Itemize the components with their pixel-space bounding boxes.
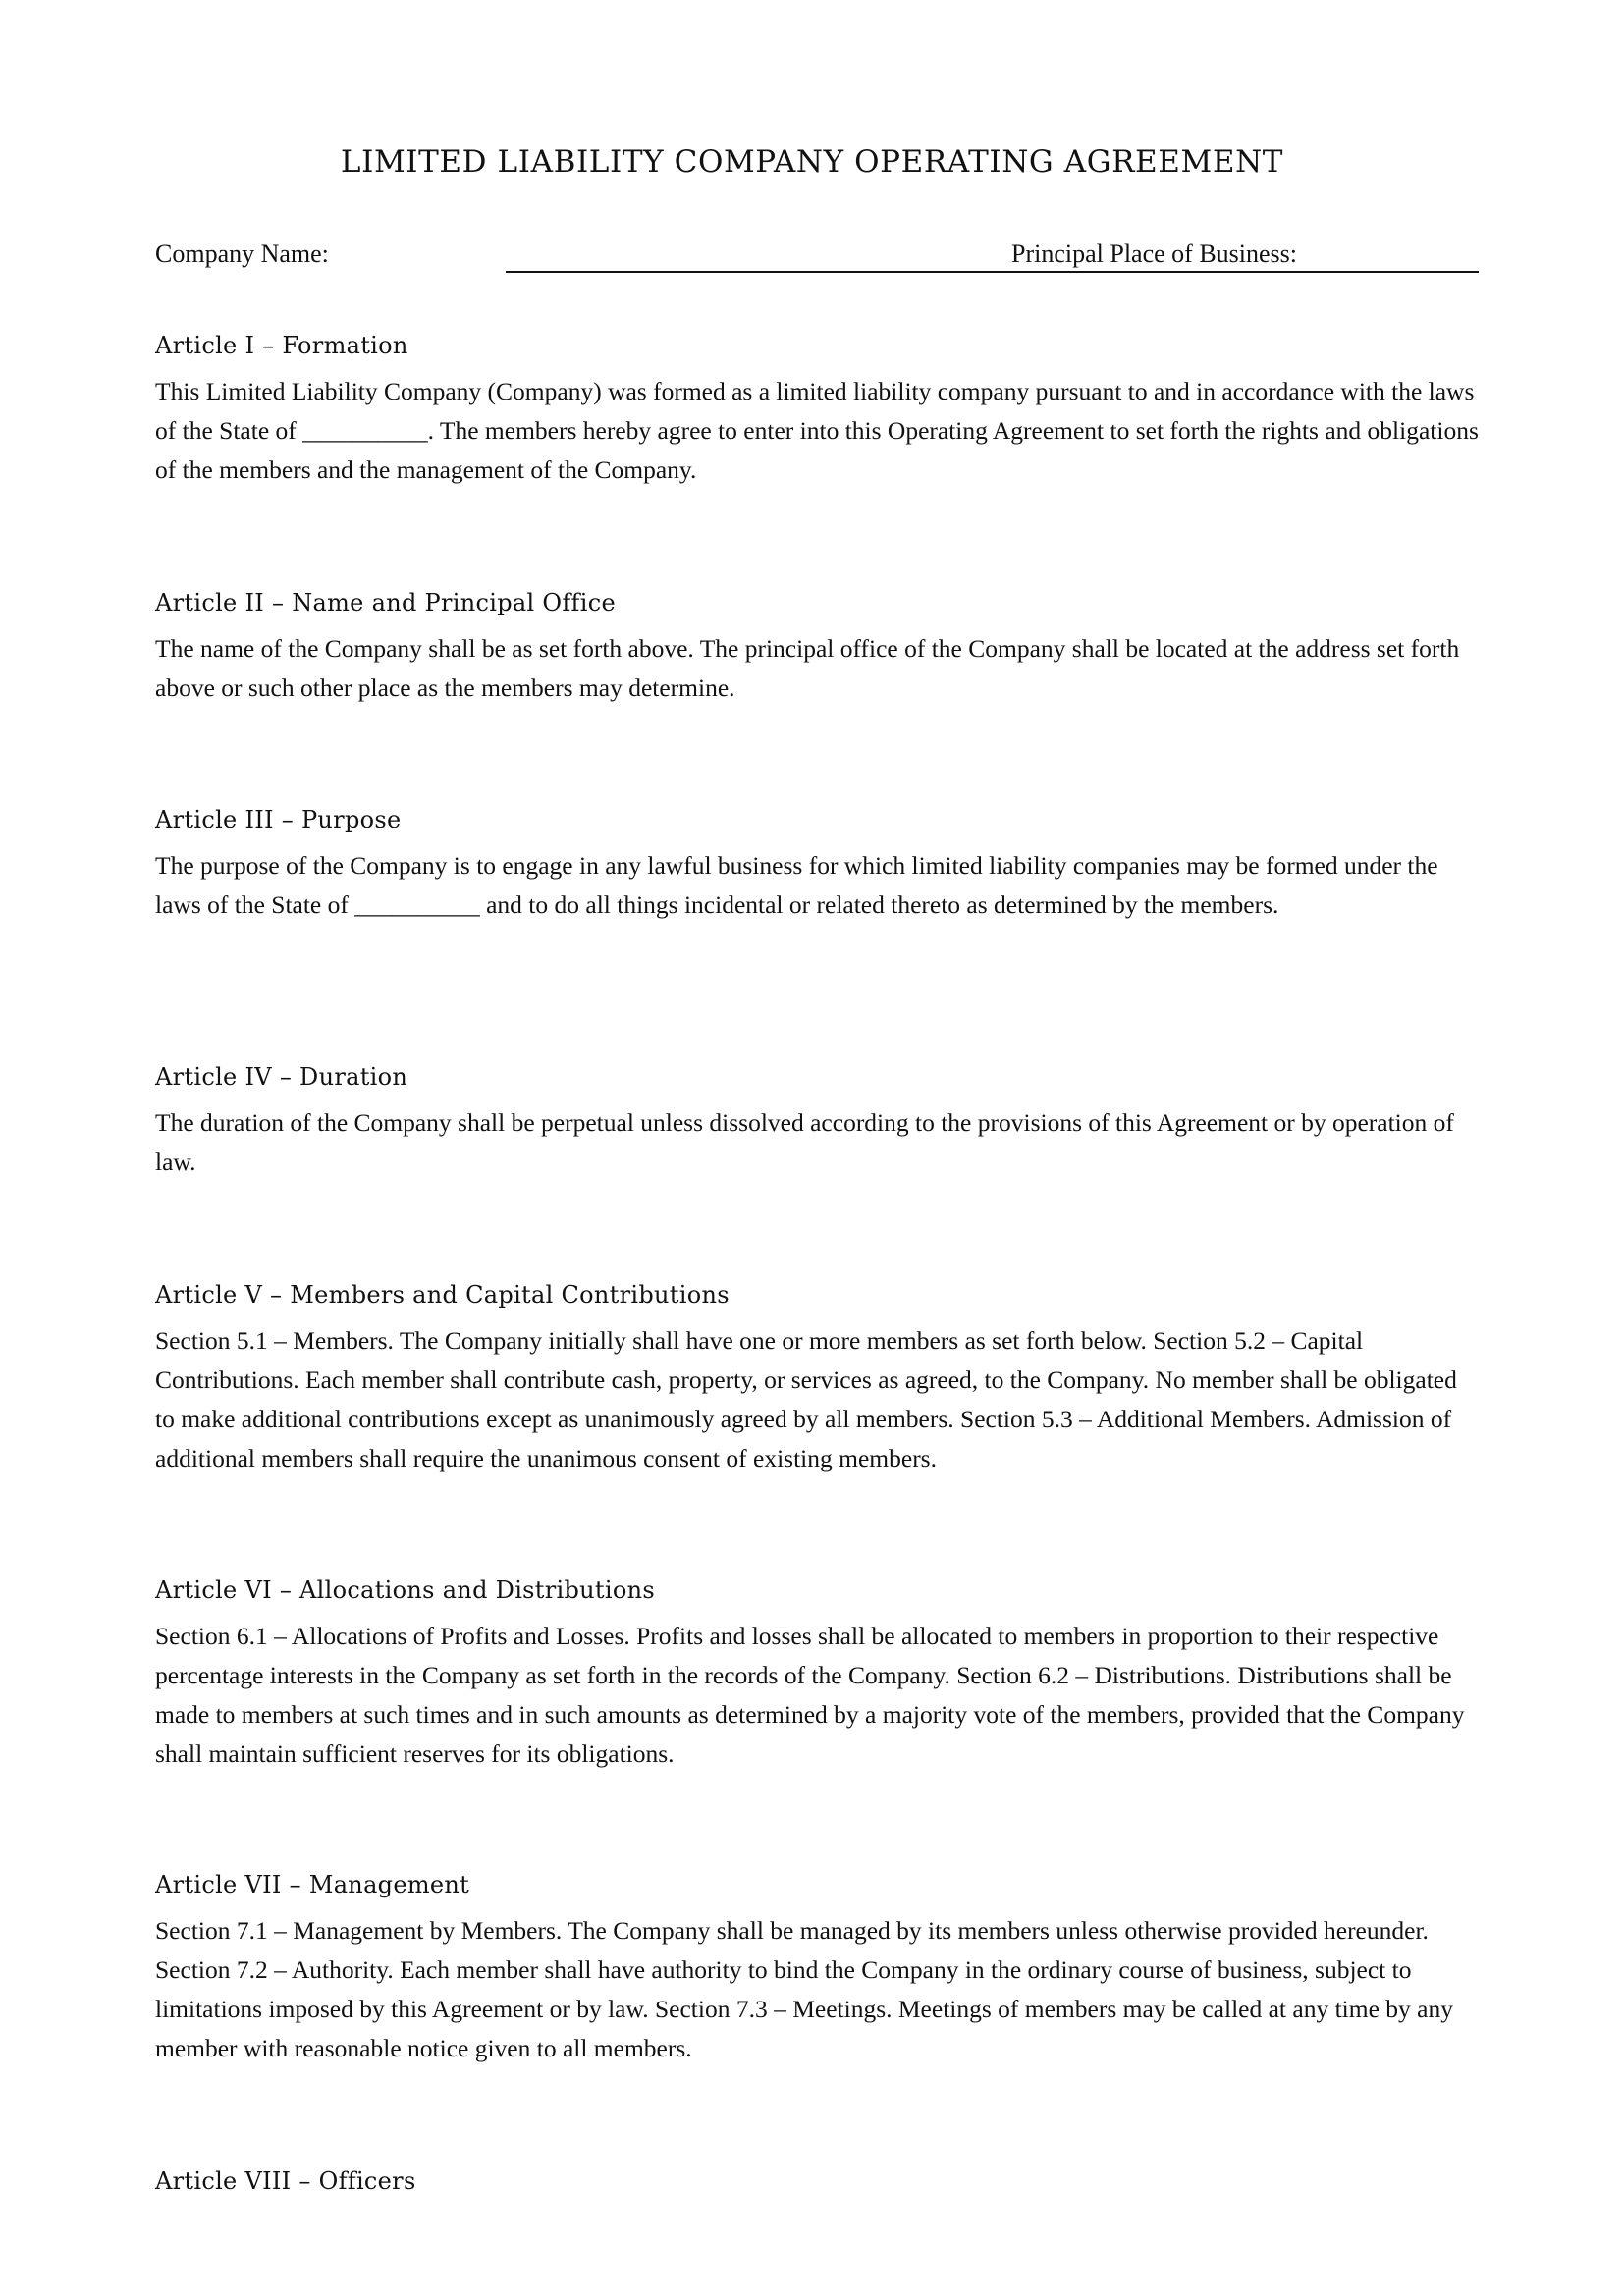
article-heading: Article V – Members and Capital Contributions bbox=[155, 1281, 730, 1308]
company-name-label: Company Name: bbox=[155, 240, 329, 268]
company-info-row bbox=[155, 240, 1479, 279]
article-vii-management bbox=[155, 1871, 1479, 2068]
article-vi-allocations-and-distributions bbox=[155, 1576, 1479, 1774]
article-body: The name of the Company shall be as set forth above. The principal office of the Company shall be located at the address set forth above or such other place as the members may determine. bbox=[155, 634, 1460, 702]
article-heading: Article III – Purpose bbox=[155, 806, 402, 833]
article-heading: Article I – Formation bbox=[155, 332, 408, 359]
article-iv-duration bbox=[155, 1063, 1479, 1182]
article-iii-purpose bbox=[155, 806, 1479, 925]
article-body: This Limited Liability Company (Company) was formed as a limited liability company pursuant to and in accordance with the laws of the State of __________. The members hereby agree to enter into this Operating Agreement to set forth the rights and obligations of the members and the management of the Company. bbox=[155, 377, 1479, 484]
article-heading: Article VIII – Officers bbox=[155, 2167, 416, 2195]
principal-place-label: Principal Place of Business: bbox=[1011, 240, 1298, 268]
article-viii-officers bbox=[155, 2167, 1479, 2208]
document-title: LIMITED LIABILITY COMPANY OPERATING AGREEMENT bbox=[340, 143, 1284, 180]
article-heading: Article VII – Management bbox=[155, 1871, 470, 1898]
article-body: Section 7.1 – Management by Members. The Company shall be managed by its members unless otherwise provided hereunder. Section 7.2 – Authority. Each member shall have authority to bind the Company in the ordinary course of business, subject to limitations imposed by this Agreement or by law. Section 7.3 – Meetings. Meetings of members may be called at any time by any member with reasonable notice given to all members. bbox=[155, 1916, 1453, 2062]
article-body: The duration of the Company shall be perpetual unless dissolved according to the provisions of this Agreement or by operation of law. bbox=[155, 1108, 1454, 1176]
article-v-members-and-capital-contributions bbox=[155, 1281, 1479, 1478]
company-name-blank-line bbox=[506, 271, 1479, 273]
article-heading: Article IV – Duration bbox=[155, 1063, 408, 1091]
article-ii-name-and-principal-office bbox=[155, 589, 1479, 708]
article-heading: Article VI – Allocations and Distributions bbox=[155, 1576, 655, 1604]
article-heading: Article II – Name and Principal Office bbox=[155, 589, 616, 616]
article-body: The purpose of the Company is to engage in any lawful business for which limited liability companies may be formed under the laws of the State of __________ and to do all things incidental or related thereto as determined by the members. bbox=[155, 851, 1438, 919]
article-body: Section 6.1 – Allocations of Profits and Losses. Profits and losses shall be allocated to members in proportion to their respective percentage interests in the Company as set forth in the records of the Company. Section 6.2 – Distributions. Distributions shall be made to members at such times and in such amounts as determined by a majority vote of the members, provided that the Company shall maintain sufficient reserves for its obligations. bbox=[155, 1622, 1465, 1768]
article-body: Section 5.1 – Members. The Company initially shall have one or more members as set forth below. Section 5.2 – Capital Contributions. Each member shall contribute cash, property, or services as agreed, to the Company. No member shall be obligated to make additional contributions except as unanimously agreed by all members. Section 5.3 – Additional Members. Admission of additional members shall require the unanimous consent of existing members. bbox=[155, 1326, 1457, 1472]
article-i-formation bbox=[155, 332, 1479, 490]
